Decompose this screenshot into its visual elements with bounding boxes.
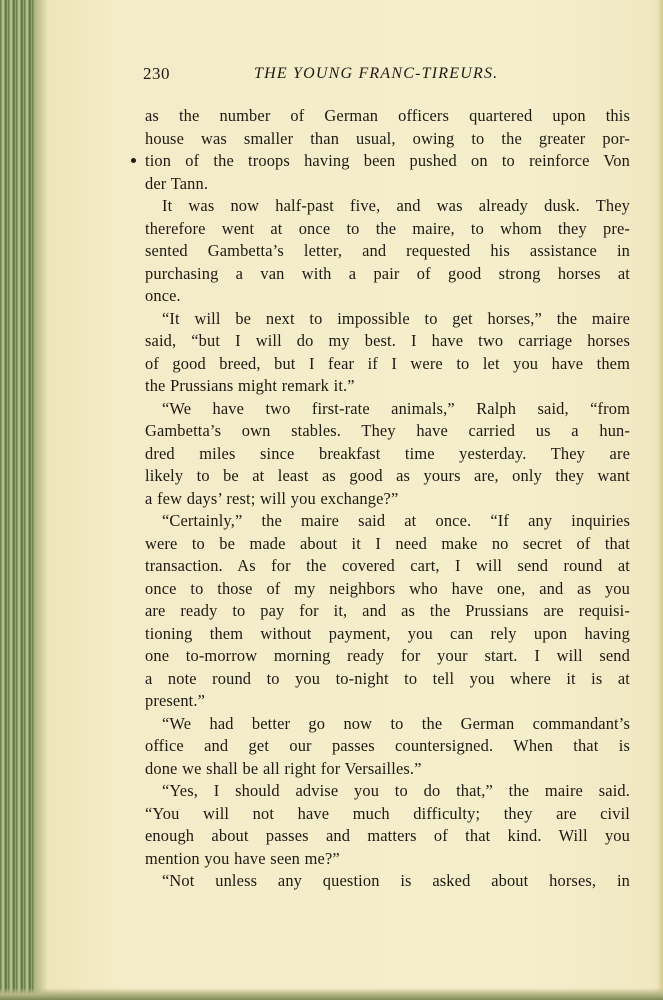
text-line: a note round to you to-night to tell you where it is at xyxy=(145,668,630,688)
text-line: the Prussians might remark it.” xyxy=(145,376,355,395)
text-line: are ready to pay for it, and as the Prussians are requisi- xyxy=(145,601,630,620)
text-line: transaction. As for the covered cart, I will send round at xyxy=(145,556,630,575)
book-spine-edge xyxy=(0,0,34,1000)
running-title: THE YOUNG FRANC-TIREURS. xyxy=(254,65,499,82)
text-line: “Certainly,” the maire said at once. “If any inquiries xyxy=(162,511,630,530)
text-line: tion of the troops having been pushed on to reinforce Von xyxy=(145,151,630,170)
spine-shadow xyxy=(34,0,48,1000)
text-line: sented Gambetta’s letter, and requested his assistance in xyxy=(145,241,630,260)
page-right-edge xyxy=(657,0,663,1000)
text-line: a few days’ rest; will you exchange?” xyxy=(145,488,399,508)
text-line: enough about passes and matters of that kind. Will you xyxy=(145,826,630,845)
text-line: once. xyxy=(145,286,181,305)
text-line: therefore went at once to the maire, to whom they pre- xyxy=(145,218,630,238)
text-line: done we shall be all right for Versailles.” xyxy=(145,758,422,778)
margin-mark xyxy=(131,158,136,163)
text-line: “You will not have much difficulty; they are civil xyxy=(145,803,630,823)
text-line: dred miles since breakfast time yesterday. They are xyxy=(145,443,630,463)
text-line: house was smaller than usual, owing to the greater por- xyxy=(145,128,630,148)
text-line: of good breed, but I fear if I were to let you have them xyxy=(145,353,630,373)
text-line: one to-morrow morning ready for your start. I will send xyxy=(145,646,630,665)
text-line: Gambetta’s own stables. They have carried us a hun- xyxy=(145,421,630,440)
text-line: “We had better go now to the German commandant’s xyxy=(162,713,630,733)
text-line: office and get our passes countersigned. When that is xyxy=(145,736,630,755)
text-line: said, “but I will do my best. I have two carriage horses xyxy=(145,331,630,350)
text-line: tioning them without payment, you can rely upon having xyxy=(145,623,630,643)
text-line: “Not unless any question is asked about horses, in xyxy=(162,871,630,890)
text-line: der Tann. xyxy=(145,173,209,193)
running-header xyxy=(143,64,631,88)
text-line: It was now half-past five, and was already dusk. They xyxy=(162,196,630,215)
text-line: “Yes, I should advise you to do that,” the maire said. xyxy=(162,781,630,800)
text-line: mention you have seen me?” xyxy=(145,848,340,868)
text-line: once to those of my neighbors who have one, and as you xyxy=(145,578,630,598)
text-line: as the number of German officers quartered upon this xyxy=(145,106,630,125)
text-line: “We have two first-rate animals,” Ralph said, “from xyxy=(162,398,630,418)
page-number: 230 xyxy=(143,64,170,83)
text-line: present.” xyxy=(145,691,206,710)
text-line: likely to be at least as good as yours are, only they want xyxy=(145,466,630,485)
body-text xyxy=(145,105,630,893)
text-line: purchasing a van with a pair of good strong horses at xyxy=(145,263,630,283)
text-line: “It will be next to impossible to get horses,” the maire xyxy=(162,308,630,328)
page-bottom-edge xyxy=(0,988,663,1000)
text-line: were to be made about it I need make no secret of that xyxy=(145,533,630,553)
